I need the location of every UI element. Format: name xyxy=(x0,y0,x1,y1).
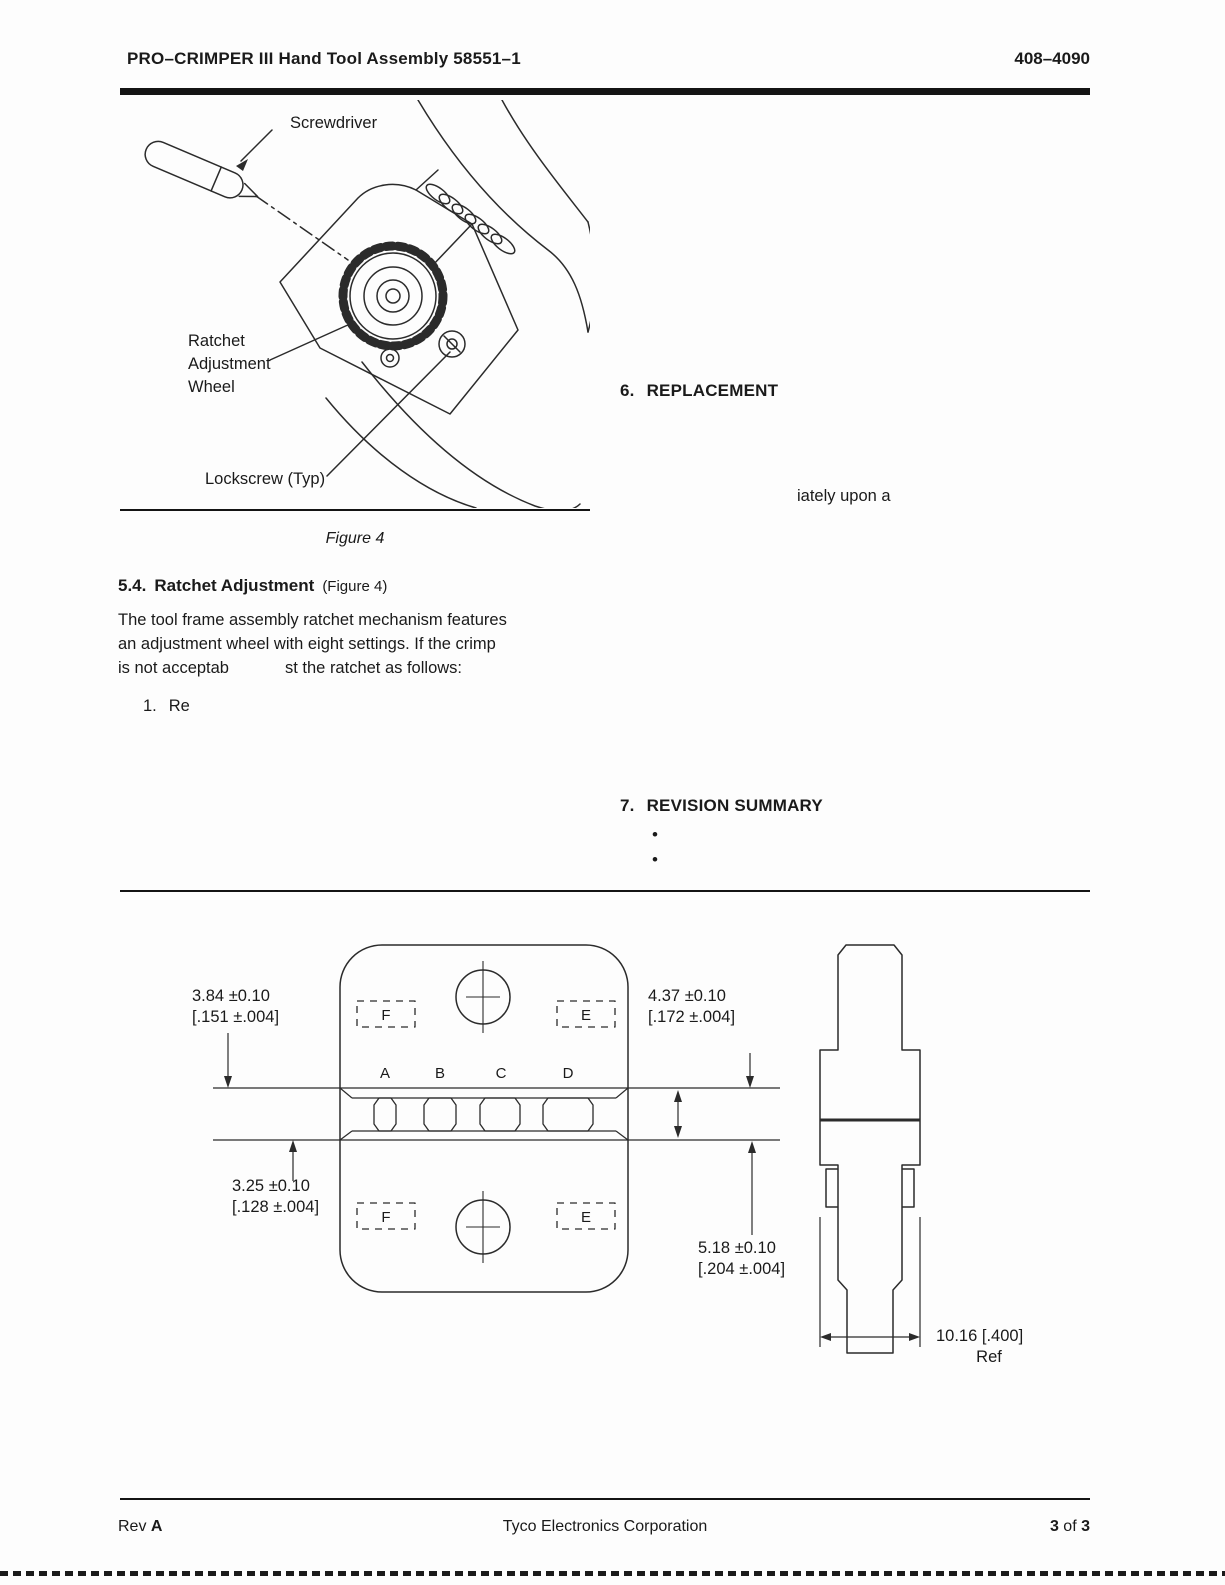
dimension-ref: Ref xyxy=(976,1348,1002,1366)
dimension-3-84 xyxy=(192,986,279,1028)
document-title: PRO–CRIMPER III Hand Tool Assembly 58551–1 xyxy=(127,49,521,68)
lower-handle-drawing xyxy=(326,362,580,508)
insert-label-top-right: E xyxy=(580,1007,592,1024)
dimension-inch: [.151 ±.004] xyxy=(192,1008,280,1026)
step-1-number: 1. xyxy=(143,697,157,715)
footer-rule xyxy=(120,1498,1090,1500)
lockscrew-leader-line xyxy=(327,352,450,476)
revision-bullet-1: • xyxy=(652,825,658,844)
ratchet-paragraph-line3b: st the ratchet as follows: xyxy=(285,659,462,677)
ratchet-paragraph-line2: an adjustment wheel with eight settings. If the crimp xyxy=(118,635,496,653)
lockscrew-label: Lockscrew (Typ) xyxy=(205,470,326,488)
insert-label-bottom-left: F xyxy=(381,1209,391,1226)
dimension-metric: 5.18 ±0.10 xyxy=(698,1239,776,1257)
screwdriver-drawing xyxy=(141,137,263,208)
footer-company: Tyco Electronics Corporation xyxy=(502,1518,708,1535)
ratchet-adjustment-heading xyxy=(118,576,387,596)
replacement-heading-title: REPLACEMENT xyxy=(646,381,779,400)
dimension-arrowheads xyxy=(224,1076,920,1341)
dimension-3-25 xyxy=(232,1176,319,1218)
ratchet-heading-title: Ratchet Adjustment xyxy=(154,576,315,595)
revision-bullet-2: • xyxy=(652,850,658,869)
dimension-inch: [.128 ±.004] xyxy=(232,1198,320,1216)
die-top-hole xyxy=(456,961,510,1033)
ratchet-paragraph-line1: The tool frame assembly ratchet mechanism features xyxy=(118,611,507,629)
die-bottom-hole xyxy=(456,1191,510,1263)
dimension-5-18 xyxy=(698,1238,785,1280)
dimension-4-37 xyxy=(648,986,735,1028)
replacement-text-fragment: iately upon a xyxy=(797,487,891,505)
die-letters xyxy=(380,1007,591,1226)
footer-page-current: 3 xyxy=(1049,1518,1059,1535)
ratchet-paragraph-line3a: is not acceptab xyxy=(118,659,229,677)
screwdriver-label: Screwdriver xyxy=(290,114,378,132)
ratchet-heading-figure-ref: (Figure 4) xyxy=(322,578,388,595)
dimension-metric: 3.25 ±0.10 xyxy=(232,1177,310,1195)
ratchet-heading-number: 5.4. xyxy=(118,576,147,595)
footer-rev-value: A xyxy=(150,1518,163,1535)
insert-label-bottom-right: E xyxy=(580,1209,592,1226)
cavity-label-a: A xyxy=(379,1065,391,1082)
figure4-caption: Figure 4 xyxy=(325,530,385,547)
dimension-10-16-ref xyxy=(936,1326,1042,1368)
ratchet-wheel-label-line3: Wheel xyxy=(188,378,235,396)
screwdriver-arrow xyxy=(241,130,272,161)
header-rule xyxy=(120,88,1090,95)
footer-page-separator: of xyxy=(1058,1518,1082,1535)
dimension-metric: 3.84 ±0.10 xyxy=(192,987,270,1005)
replacement-heading-number: 6. xyxy=(620,381,635,400)
ratchet-wheel-drawing xyxy=(343,246,443,346)
ratchet-wheel-label-line2: Adjustment xyxy=(188,355,271,373)
ratchet-wheel-label-line1: Ratchet xyxy=(188,332,245,350)
section-divider-rule xyxy=(120,890,1090,892)
dimension-inch: [.204 ±.004] xyxy=(698,1260,786,1278)
figure4-rule xyxy=(120,509,590,511)
step-1-text: Re xyxy=(168,697,190,715)
revision-heading-title: REVISION SUMMARY xyxy=(646,796,823,815)
cavity-label-d: D xyxy=(562,1065,574,1082)
ratchet-step-1 xyxy=(143,694,190,718)
cavity-label-b: B xyxy=(434,1065,446,1082)
revision-heading-number: 7. xyxy=(620,796,635,815)
ratchet-wheel-label xyxy=(188,330,271,399)
dimension-inch: [.172 ±.004] xyxy=(648,1008,736,1026)
insert-label-top-left: F xyxy=(381,1007,391,1024)
dimension-metric: 10.16 [.400] xyxy=(936,1327,1024,1345)
footer-page-number xyxy=(890,1518,1090,1536)
ratchet-paragraph-line3 xyxy=(118,656,678,680)
die-dimension-drawing xyxy=(120,905,1090,1395)
footer-page-total: 3 xyxy=(1081,1518,1090,1535)
revision-summary-heading xyxy=(620,796,823,816)
footer-rev-prefix: Rev xyxy=(118,1518,151,1535)
bottom-edge-dashes xyxy=(0,1571,1225,1576)
die-side-view xyxy=(820,945,920,1353)
ratchet-paragraph xyxy=(118,608,678,680)
die-cavities xyxy=(374,1098,593,1131)
figure4-drawing xyxy=(120,100,590,508)
ratchet-leader-line xyxy=(270,324,350,360)
die-band-lines xyxy=(213,1088,780,1140)
screwdriver-centerline xyxy=(256,196,348,260)
dimension-metric: 4.37 ±0.10 xyxy=(648,987,726,1005)
replacement-heading xyxy=(620,381,778,401)
document-number: 408–4090 xyxy=(1014,49,1090,68)
cavity-label-c: C xyxy=(495,1065,507,1082)
spring-coil-drawing xyxy=(423,181,518,257)
